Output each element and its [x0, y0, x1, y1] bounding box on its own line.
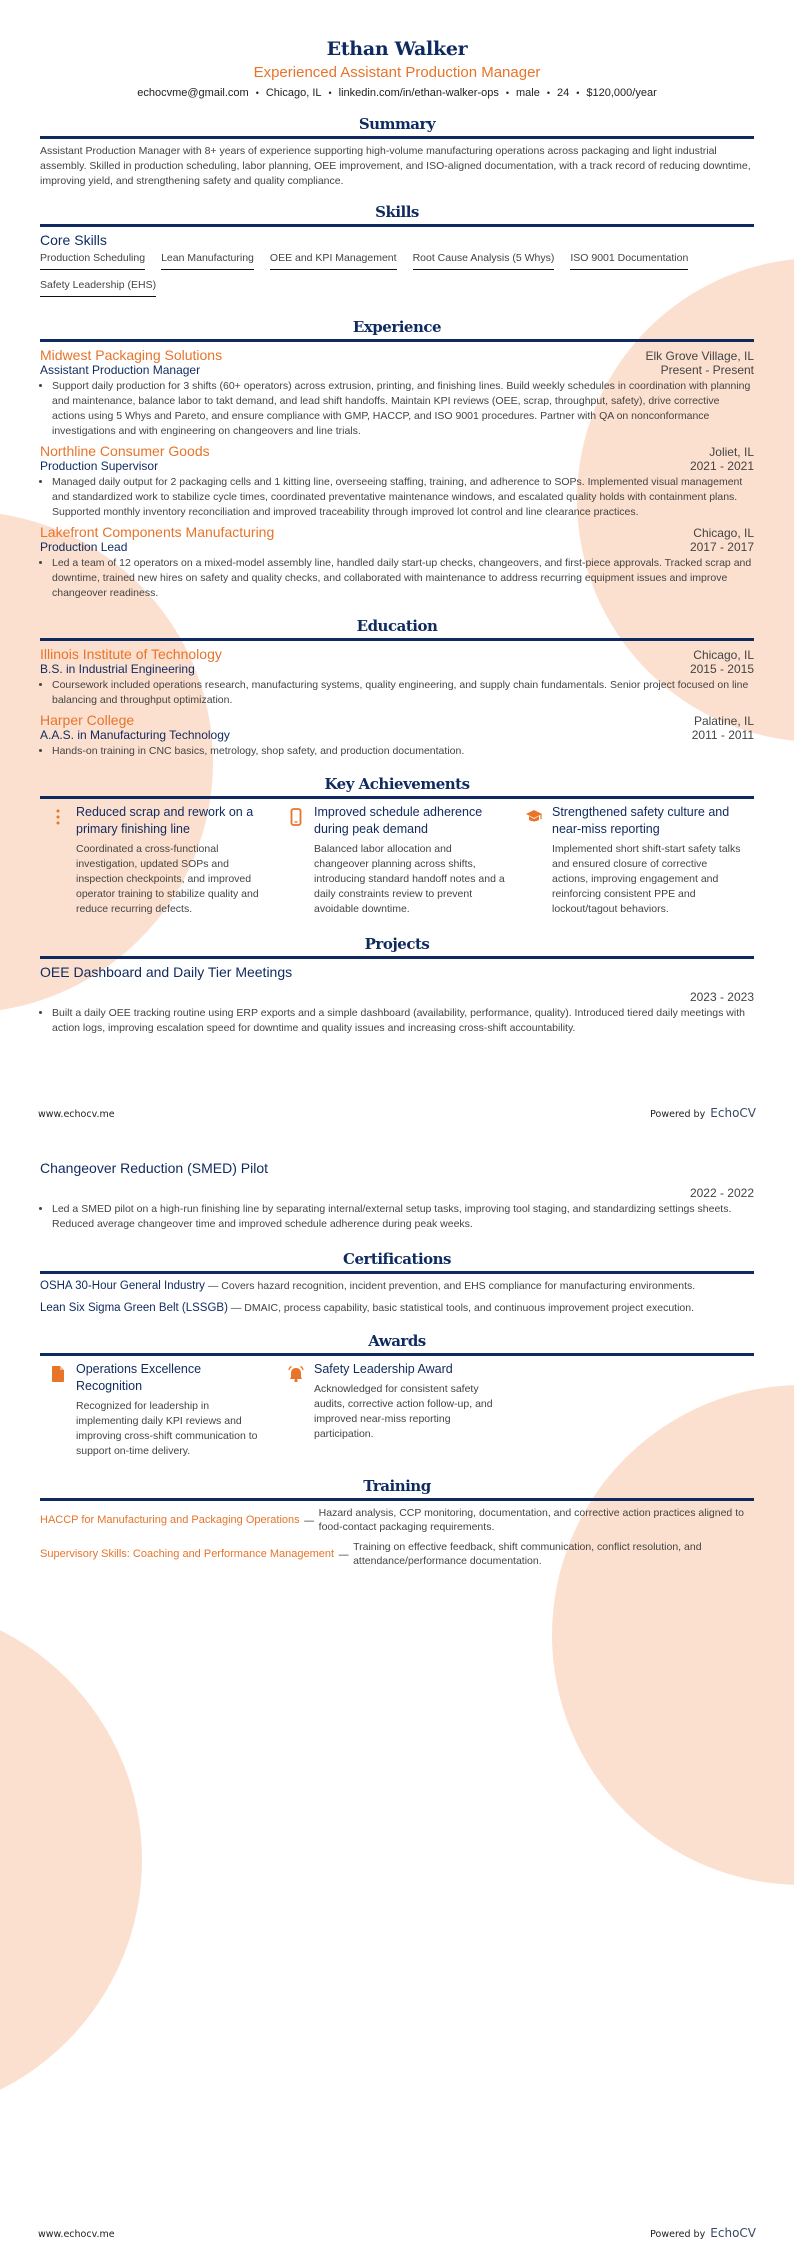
skill-tag: ISO 9001 Documentation	[570, 252, 688, 270]
award-card	[40, 1361, 278, 1459]
separator-dot: •	[576, 88, 580, 98]
project-bullet: • Built a daily OEE tracking routine using ERP exports and a simple dashboard (availability, performance, quality). Introduced tiered daily meetings with action logs, improving escalation speed for downtime and quality issues and increasing cross-shift accountability.	[52, 1006, 754, 1036]
separator-dot: •	[255, 88, 259, 98]
award-title: Safety Leadership Award	[314, 1362, 453, 1376]
section-divider	[40, 224, 754, 227]
section-title: Education	[356, 617, 438, 635]
job-dates: 2021 - 2021	[689, 459, 754, 473]
resume-page-2	[40, 1160, 754, 1574]
section-divider	[40, 1498, 754, 1501]
separator-dot: •	[505, 88, 509, 98]
job-bullet: • Led a team of 12 operators on a mixed-model assembly line, handled daily start-up checks, changeovers, and first-piece approvals. Tracked scrap and downtime, trained new hires on safety and quality checks, and collaborated with maintenance to address recurring equipment issues and improve changeover readiness.	[52, 556, 754, 601]
brand-logo[interactable]: EchoCV	[710, 1106, 756, 1120]
skills-section	[40, 203, 754, 306]
document-icon	[51, 1365, 65, 1383]
degree: A.A.S. in Manufacturing Technology	[40, 728, 230, 742]
job-bullet: • Managed daily output for 2 packaging cells and 1 kitting line, overseeing staffing, training, and adherence to SOPs. Implemented visual management and standardized work to stabilize cycle times, coordinated preventative maintenance windows, and escalated quality holds with containment plans. Supported monthly inventory reconciliation and improved traceability through improved lot control and line clearance practices.	[52, 475, 754, 520]
section-title: Summary	[358, 115, 436, 133]
education-bullet: • Coursework included operations research, manufacturing systems, quality engineering, and supply chain fundamentals. Senior project focused on line balancing and throughput optimization.	[52, 678, 754, 708]
certification-name: Lean Six Sigma Green Belt (LSSGB)	[40, 1302, 228, 1314]
achievement-title: Improved schedule adherence during peak demand	[314, 805, 483, 836]
contact-age: 24	[557, 87, 570, 99]
powered-by-label: Powered by	[650, 2229, 706, 2240]
section-divider	[40, 1271, 754, 1274]
contact-email[interactable]: echocvme@gmail.com	[137, 87, 249, 99]
education-entry	[40, 646, 754, 708]
project-dates: 2023 - 2023	[689, 990, 754, 1004]
bell-icon	[287, 1365, 305, 1383]
job-dates: 2017 - 2017	[689, 540, 754, 554]
section-title: Skills	[375, 203, 419, 221]
achievement-card	[516, 804, 754, 917]
school-location: Palatine, IL	[693, 714, 754, 728]
achievement-title: Reduced scrap and rework on a primary finishing line	[76, 805, 254, 836]
achievements-section	[40, 775, 754, 917]
education-bullet: • Hands-on training in CNC basics, metrology, shop safety, and production documentation.	[52, 744, 754, 759]
achievement-card	[40, 804, 278, 917]
award-description: Recognized for leadership in implementing daily KPI reviews and improving cross-shift communication to support on-time delivery.	[76, 1400, 258, 1457]
education-entry	[40, 712, 754, 759]
job-title: Production Lead	[40, 540, 128, 554]
resume-page-1	[40, 0, 754, 1040]
skill-tag: Safety Leadership (EHS)	[40, 279, 156, 297]
job-title: Assistant Production Manager	[40, 363, 201, 377]
company-name: Midwest Packaging Solutions	[40, 347, 223, 363]
skill-tag: OEE and KPI Management	[270, 252, 397, 270]
skill-tag: Lean Manufacturing	[161, 252, 254, 270]
mobile-icon	[290, 808, 302, 826]
contact-gender: male	[516, 87, 540, 99]
section-divider	[40, 339, 754, 342]
section-title: Experience	[352, 318, 442, 336]
achievement-description: Implemented short shift-start safety talks and ensured closure of corrective actions, improving engagement and reinforcing consistent PPE and lockout/tagout behaviors.	[552, 843, 741, 915]
section-divider	[40, 136, 754, 139]
certification-name: OSHA 30-Hour General Industry	[40, 1280, 205, 1292]
training-section	[40, 1477, 754, 1568]
page-footer	[38, 1102, 756, 1121]
job-dates: Present - Present	[660, 363, 754, 377]
section-divider	[40, 638, 754, 641]
candidate-name: Ethan Walker	[326, 38, 468, 60]
page-footer	[38, 2222, 756, 2241]
certification-item	[40, 1279, 754, 1294]
education-section	[40, 617, 754, 759]
project-dates: 2022 - 2022	[689, 1186, 754, 1200]
section-title: Training	[363, 1477, 431, 1495]
skills-list	[40, 252, 754, 306]
project-title: Changeover Reduction (SMED) Pilot	[40, 1160, 268, 1176]
award-card	[278, 1361, 516, 1459]
certifications-section	[40, 1250, 754, 1316]
certification-description: DMAIC, process capability, basic statistical tools, and continuous improvement project execution.	[244, 1302, 695, 1314]
school-name: Illinois Institute of Technology	[40, 646, 222, 662]
project-entry	[40, 1160, 754, 1232]
section-title: Certifications	[343, 1250, 451, 1268]
skill-tag: Production Scheduling	[40, 252, 145, 270]
dash: —	[338, 1547, 350, 1561]
awards-section	[40, 1332, 754, 1459]
powered-by-label: Powered by	[650, 1109, 706, 1120]
school-name: Harper College	[40, 712, 135, 728]
projects-section	[40, 935, 754, 1036]
job-location: Elk Grove Village, IL	[645, 349, 754, 363]
summary-section	[40, 115, 754, 189]
job-location: Chicago, IL	[693, 526, 754, 540]
dots-icon	[55, 808, 61, 826]
certification-item	[40, 1301, 754, 1316]
contact-line	[40, 87, 754, 99]
section-title: Key Achievements	[324, 775, 470, 793]
project-entry	[40, 964, 754, 1036]
achievement-description: Balanced labor allocation and changeover planning across shifts, introducing standard handoff notes and a daily constraints review to prevent avoidable downtime.	[314, 843, 505, 915]
achievement-card	[278, 804, 516, 917]
job-title: Production Supervisor	[40, 459, 159, 473]
candidate-headline: Experienced Assistant Production Manager	[253, 64, 541, 81]
section-title: Awards	[368, 1332, 426, 1350]
dash: —	[207, 1280, 219, 1292]
contact-salary: $120,000/year	[586, 87, 657, 99]
training-description: Training on effective feedback, shift communication, conflict resolution, and attendance/performance documentation.	[353, 1541, 702, 1567]
award-description: Acknowledged for consistent safety audits, corrective action follow-up, and improved near-miss reporting participation.	[314, 1383, 493, 1440]
graduation-cap-icon	[525, 808, 543, 824]
experience-entry	[40, 524, 754, 601]
section-divider	[40, 1353, 754, 1356]
section-divider	[40, 956, 754, 959]
achievement-title: Strengthened safety culture and near-miss reporting	[552, 805, 730, 836]
project-bullet: • Led a SMED pilot on a high-run finishing line by separating internal/external setup tasks, improving tool staging, and standardizing settings sheets. Reduced average changeover time and improved schedule adherence during peak weeks.	[52, 1202, 754, 1232]
school-location: Chicago, IL	[693, 648, 754, 662]
award-title: Operations Excellence Recognition	[76, 1362, 202, 1393]
experience-section	[40, 318, 754, 601]
training-item	[40, 1506, 754, 1534]
separator-dot: •	[328, 88, 332, 98]
section-divider	[40, 796, 754, 799]
contact-location: Chicago, IL	[265, 87, 322, 99]
experience-entry	[40, 347, 754, 439]
achievement-description: Coordinated a cross-functional investigation, updated SOPs and inspection checkpoints, and improved operator training to stabilize quality and reduce recurring defects.	[76, 843, 259, 915]
contact-linkedin[interactable]: linkedin.com/in/ethan-walker-ops	[338, 87, 499, 99]
training-name: Supervisory Skills: Coaching and Performance Management	[40, 1548, 335, 1560]
company-name: Lakefront Components Manufacturing	[40, 524, 275, 540]
section-title: Projects	[364, 935, 430, 953]
job-location: Joliet, IL	[709, 445, 754, 459]
training-name: HACCP for Manufacturing and Packaging Operations	[40, 1514, 300, 1526]
education-dates: 2011 - 2011	[691, 728, 754, 742]
footer-site-link[interactable]: www.echocv.me	[38, 1109, 115, 1120]
project-title: OEE Dashboard and Daily Tier Meetings	[40, 964, 293, 980]
company-name: Northline Consumer Goods	[40, 443, 210, 459]
decorative-circle	[0, 1603, 142, 2117]
experience-entry	[40, 443, 754, 520]
summary-text: Assistant Production Manager with 8+ years of experience supporting high-volume manufacturing operations across packaging and light industrial assembly. Skilled in production scheduling, labor planning, OEE improvement, and ISO-aligned documentation, with a track record of reducing downtime, improving yield, and strengthening safety and quality compliance.	[40, 145, 751, 187]
separator-dot: •	[546, 88, 550, 98]
skills-group-title: Core Skills	[40, 232, 107, 248]
footer-site-link[interactable]: www.echocv.me	[38, 2229, 115, 2240]
degree: B.S. in Industrial Engineering	[40, 662, 195, 676]
training-item	[40, 1540, 754, 1568]
skill-tag: Root Cause Analysis (5 Whys)	[413, 252, 555, 270]
brand-logo[interactable]: EchoCV	[710, 2226, 756, 2240]
certification-description: Covers hazard recognition, incident prevention, and EHS compliance for manufacturing environments.	[221, 1280, 696, 1292]
dash: —	[230, 1302, 242, 1314]
dash: —	[303, 1513, 315, 1527]
education-dates: 2015 - 2015	[689, 662, 754, 676]
training-description: Hazard analysis, CCP monitoring, documentation, and corrective action practices aligned to food-contact packaging requirements.	[318, 1507, 744, 1533]
job-bullet: • Support daily production for 3 shifts (60+ operators) across extrusion, printing, and finishing lines. Build weekly schedules in coordination with planning and maintenance, balance labor to takt demand, and lead shift handoffs. Maintain KPI reviews (OEE, scrap, throughput, safety), drive corrective actions using 5 Whys and Pareto, and ensure compliance with GMP, HACCP, and ISO 9001 procedures. Partner with QA on nonconformance investigations and with engineering on changeovers and line trials.	[52, 379, 754, 439]
